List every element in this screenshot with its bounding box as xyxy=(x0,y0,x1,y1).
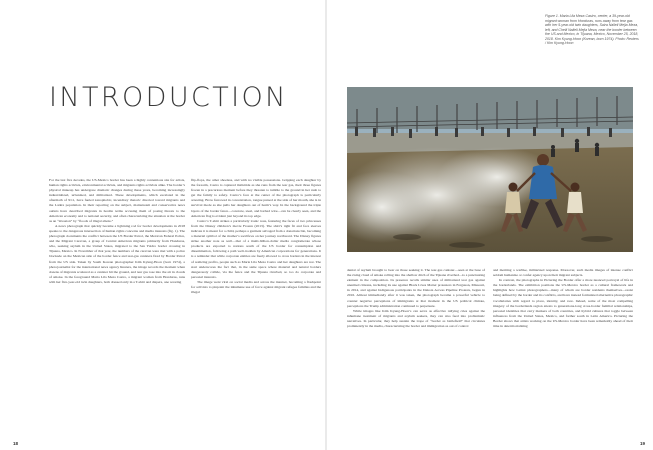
right-column-2 xyxy=(493,268,633,440)
chapter-title: INTRODUCTION xyxy=(49,82,288,113)
paragraph: and meriting a warlike, militarized response. Moreover, such media images of intense conflict seldom humanize or confer agency upon their migrant subjects. xyxy=(493,268,633,278)
paragraph: In contrast, the photographs in Picturing the Border offer a more nuanced portrayal of life in the borderlands. The exhibition positions the US-Mexico border as a cultural framework and highlights how Latinx photographers—many of whom are border residents themselves—resist being defined by the border and its conflicts, and have instead formulated alternative photographic vocabularies with regard to place, identity, and race. Indeed, some of the most compelling imagery of the borderlands region attests to generations-long cross-border familial relationships, personal identities that carry markers of both countries, and hybrid cultures that toggle between influences from the United States, Mexico, and farther south in Latin America. Picturing the Border shows that artists working on the US-Mexico border have been remarkably ahead of their time in deterritorializing xyxy=(493,278,633,329)
right-column-1 xyxy=(347,268,485,440)
photo-illustration xyxy=(347,87,633,252)
paragraph: A news photograph that quickly became a lightning rod for border developments in 2018 speaks to the dangerous intersection of human rights concerns and media interests (fig. 1). The photograph documents the conflict between the US Border Patrol, the Mexican Federal Police, and the Migrant Caravan, a group of Central American migrants primarily from Honduras, who, seeking asylum in the United States, migrated to the San Ysidro border crossing in Tijuana, Mexico. In November of that year, the numbers of the caravan were met with a police blockade on the Mexican side of the border fence and tear-gas canisters fired by Border Patrol from the US side. Taken by South Korean photographer Kim Kyung-Hoon (born 1974), a photojournalist for the international news agency Reuters, the image records the moment when dozens of migrants scattered as a canister hit the ground, and tear gas rose into the air in clouds of smoke. In the foreground Maria Lila Meza Castro, a migrant woman from Honduras, runs with her five-year-old twin daughters, both dressed only in a T-shirt and diapers, one wearing xyxy=(49,223,185,284)
paragraph: flip-flops, the other shoeless, and with no visible possessions. Gripping each daughter by the forearm, Castro is captured midstride as she runs from the tear gas, their three figures frozen in a precarious moment before they threaten to tumble to the ground in her rush to get the family to safety. Castro’s face at the center of the photograph is particularly arresting. Brow furrowed in concentration, tongue pursed at the side of her mouth, she is in survival mode as she pulls her daughters out of harm’s way. In the background the triple layers of the border fence—concrete, steel, and barbed wire—can be clearly seen, and the American flag is evident just beyond its top edge. xyxy=(191,178,321,218)
right-page xyxy=(327,0,653,450)
page-number-left: 18 xyxy=(13,441,19,446)
news-photograph xyxy=(347,87,633,252)
paragraph: While images like Kim Kyung-Hoon’s can serve as effective rallying cries against the inhumane treatment of migrants and asylum seekers, they can also feed into problematic narratives. In particular, they help sustain the trope of “border as battlefield” that circulates prominently in the media, characterizing the border and immigration as out of control xyxy=(347,308,485,329)
left-column-2 xyxy=(191,178,321,440)
left-column-1 xyxy=(49,178,185,440)
figure-caption: Figure 1. Maria Lila Meza Castro, center, a 39-year-old migrant woman from Honduras, runs away from tear gas with her 5-year-old twin daughters, Saira Nalleli Mejia Meza, left, and Cheili Nalleli Mejia Meza, near the border between the US and Mexico, in Tijuana, Mexico, November 25, 2018, 2018. Kim Kyung-Hoon (Korean, born 1974). Photo: Reuters / Kim Kyung-Hoon xyxy=(545,14,639,45)
paragraph: The image went viral on social media and across the internet, becoming a flashpoint for activists to pinpoint the inhumane use of force against migrant refugee families and the illegal xyxy=(191,279,321,295)
left-page xyxy=(0,0,326,450)
page-number-right: 19 xyxy=(640,441,646,446)
paragraph: Castro’s T-shirt strikes a particularly ironic note, featuring the faces of two princesses from the Disney children’s movie Frozen (2013). The shirt’s tight fit and face sleeves indicate it is meant for a child, perhaps a garment salvaged from a donations bin, becoming a material symbol of the mother’s sacrifices on her journey northward. The Disney figures strike another note as well—that of a multi-billion-dollar media conglomerate whose products are exported to nations south of the US border for consumption and dissemination, following a path well-trodden by American corporations for generations. It is a reminder that while corporate entities are freely allowed to cross borders in the interest of realizing profits, people such as Maria Lila Meza Castro and her daughters are not. The start underscores the fact that, in the same space where material and natural borders dangerously collide, via the fence and the Tijuana riverbed, so too do corporate and personal interests. xyxy=(191,218,321,279)
paragraph: denial of asylum brought to bear on those seeking it. The tear-gas canister—seen at the base of the rising cloud of smoke rolling into the shallow ditch of the Tijuana riverbed—is a punctuating element in the composition. Its presence recalls similar uses of militarized tear gas against unarmed citizens, including its use against Black Lives Matter protesters in Ferguson, Missouri, in 2014, and against Indigenous participants in the Dakota Access Pipeline Protests, begun in 2016. Almost immediately after it was taken, the photograph became a powerful vehicle to counter negative perceptions of immigrants at that moment in the US political climate, perceptions the Trump administration continued to perpetuate. xyxy=(347,268,485,308)
paragraph: For the last five decades, the US-Mexico border has been a highly contentious site for artists, human rights activists, environmental activists, and migrants rights activists alike. The border’s physical makeup has undergone dramatic changes during these years, becoming increasingly industrialized, urbanized, and militarized. These developments, which escalated in the aftermath of 9/11, have fueled xenophobic, incendiary rhetoric directed toward migrants and the Latinx population. In their reporting on the subject, mainstream and conservative news outlets have described migrants in hostile terms accusing them of posing threats to the American economy and to national security, and often characterizing the situation at the border as an “invasion” by “floods of illegal aliens.” xyxy=(49,178,185,223)
